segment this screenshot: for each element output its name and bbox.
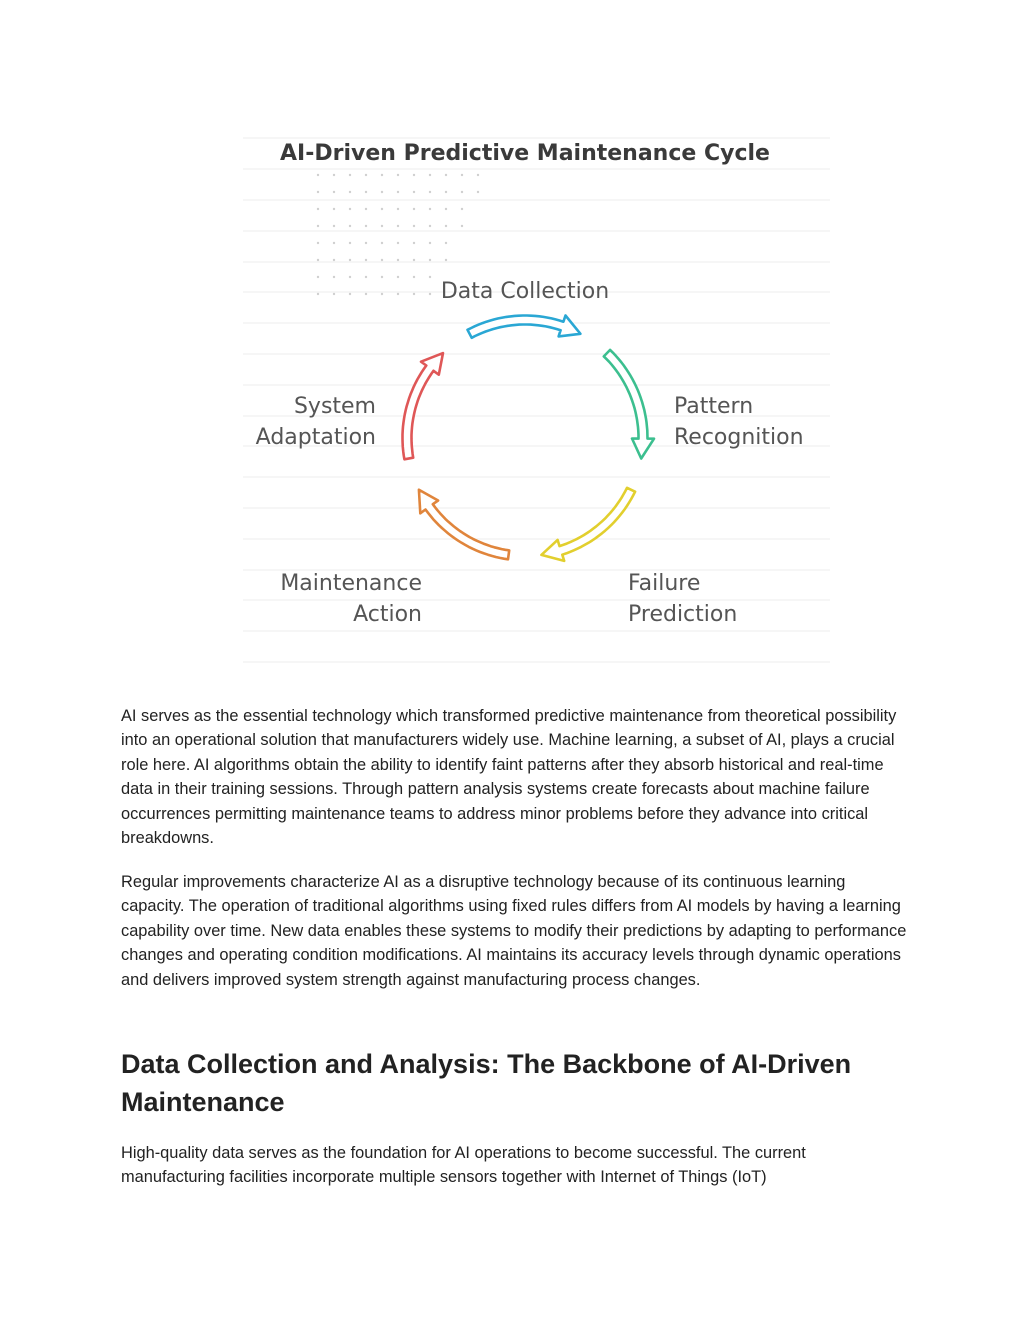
decor-dot	[461, 174, 463, 176]
decor-dot	[397, 242, 399, 244]
cycle-arrows	[403, 316, 655, 561]
decor-dot	[413, 174, 415, 176]
decor-dot	[397, 276, 399, 278]
decor-dot	[365, 191, 367, 193]
cycle-diagram-svg	[243, 130, 830, 670]
decor-dot	[461, 208, 463, 210]
decor-dot	[445, 174, 447, 176]
decor-dot	[333, 208, 335, 210]
decor-dot	[365, 174, 367, 176]
decor-dot	[317, 276, 319, 278]
diagram-title: AI-Driven Predictive Maintenance Cycle	[280, 141, 770, 166]
decor-dot	[381, 208, 383, 210]
decor-dot	[413, 259, 415, 261]
cycle-diagram	[243, 130, 830, 670]
decor-dot	[429, 293, 431, 295]
decor-dot	[381, 225, 383, 227]
decor-dot	[317, 191, 319, 193]
stage-label-data-collection: Data Collection	[440, 279, 610, 304]
decor-dot	[413, 225, 415, 227]
decor-dot	[317, 293, 319, 295]
stage-label-system-adaptation-line1: System	[293, 394, 376, 419]
decor-dot	[477, 174, 479, 176]
decor-dot	[429, 259, 431, 261]
decor-dot	[429, 225, 431, 227]
decor-dot	[365, 259, 367, 261]
section-heading: Data Collection and Analysis: The Backbone of AI-Driven Maintenance	[121, 1049, 852, 1117]
decor-dot	[317, 242, 319, 244]
decor-dot	[445, 242, 447, 244]
stage-label-failure-prediction-line1: Failure	[628, 571, 701, 596]
decor-dot	[317, 259, 319, 261]
decor-dot	[381, 174, 383, 176]
decor-dot	[333, 276, 335, 278]
decor-dot	[381, 293, 383, 295]
decor-dot	[381, 242, 383, 244]
decor-dot	[317, 174, 319, 176]
decor-dot	[333, 225, 335, 227]
stage-label-maintenance-action-line2: Action	[353, 602, 422, 627]
decor-dot	[349, 293, 351, 295]
decor-dot	[445, 225, 447, 227]
decor-dot	[381, 191, 383, 193]
decor-dot	[429, 208, 431, 210]
decor-dot	[397, 174, 399, 176]
decor-dot	[445, 259, 447, 261]
stage-label-pattern-recognition-line2: Recognition	[674, 425, 804, 450]
cycle-arrow-failure-prediction	[541, 488, 635, 561]
decor-dot	[413, 242, 415, 244]
decor-dot	[397, 259, 399, 261]
decor-dot	[429, 191, 431, 193]
decor-dot	[445, 191, 447, 193]
decor-dot	[333, 293, 335, 295]
cycle-arrow-maintenance-action	[419, 490, 509, 560]
decor-dot	[477, 191, 479, 193]
section-paragraph: High-quality data serves as the foundation for AI operations to become successful. The current manufacturing facilities incorporate multiple sensors together with Internet of Things (IoT)	[121, 1144, 806, 1187]
decor-dot	[413, 208, 415, 210]
decor-dot	[365, 242, 367, 244]
decor-dot	[365, 276, 367, 278]
cycle-arrow-pattern-recognition	[604, 350, 654, 459]
decor-dot	[365, 225, 367, 227]
decor-dot	[429, 242, 431, 244]
decor-dot	[349, 242, 351, 244]
decor-dot	[349, 225, 351, 227]
decor-dot	[365, 293, 367, 295]
stage-label-failure-prediction-line2: Prediction	[628, 602, 738, 627]
body-paragraph-1: AI serves as the essential technology which transformed predictive maintenance from theoretical possibility into an operational solution that manufacturers widely use. Machine learning, a subset of AI, plays a crucial role here. AI algorithms obtain the ability to identify faint patterns after they absorb historical and real-time data in their training sessions. Through pattern analysis systems create forecasts about machine failure occurrences permitting maintenance teams to address minor problems before they advance into critical breakdowns.	[121, 707, 897, 848]
cycle-arrow-system-adaptation	[403, 353, 444, 459]
decor-dot	[381, 259, 383, 261]
decor-dot	[333, 191, 335, 193]
decor-dot	[397, 225, 399, 227]
decor-dot	[333, 242, 335, 244]
decor-dot	[333, 174, 335, 176]
decor-dot	[381, 276, 383, 278]
body-paragraph-2: Regular improvements characterize AI as a disruptive technology because of its continuous learning capacity. The operation of traditional algorithms using fixed rules differs from AI models by having a learning capability over time. New data enables these systems to modify their predictions by adapting to performance changes and operating condition modifications. AI maintains its accuracy levels through dynamic operations and delivers improved system strength against manufacturing process changes.	[121, 873, 907, 989]
decor-dot	[365, 208, 367, 210]
decor-dot	[349, 276, 351, 278]
decor-dot	[317, 225, 319, 227]
decor-dot	[461, 191, 463, 193]
decor-dot	[461, 225, 463, 227]
decor-dot	[445, 208, 447, 210]
decor-dot	[349, 191, 351, 193]
decor-dot	[413, 276, 415, 278]
decor-dot	[429, 174, 431, 176]
decor-dot	[397, 293, 399, 295]
decor-dot	[429, 276, 431, 278]
decor-dot	[317, 208, 319, 210]
decor-dot	[349, 208, 351, 210]
stage-label-pattern-recognition-line1: Pattern	[674, 394, 754, 419]
decor-dot	[413, 191, 415, 193]
dot-grid-decoration	[317, 174, 479, 295]
decor-dot	[413, 293, 415, 295]
stage-label-system-adaptation-line2: Adaptation	[255, 425, 376, 450]
decor-dot	[349, 174, 351, 176]
decor-dot	[397, 208, 399, 210]
cycle-arrow-data-collection	[468, 316, 581, 338]
stage-label-maintenance-action-line1: Maintenance	[280, 571, 422, 596]
decor-dot	[349, 259, 351, 261]
decor-dot	[397, 191, 399, 193]
decor-dot	[333, 259, 335, 261]
